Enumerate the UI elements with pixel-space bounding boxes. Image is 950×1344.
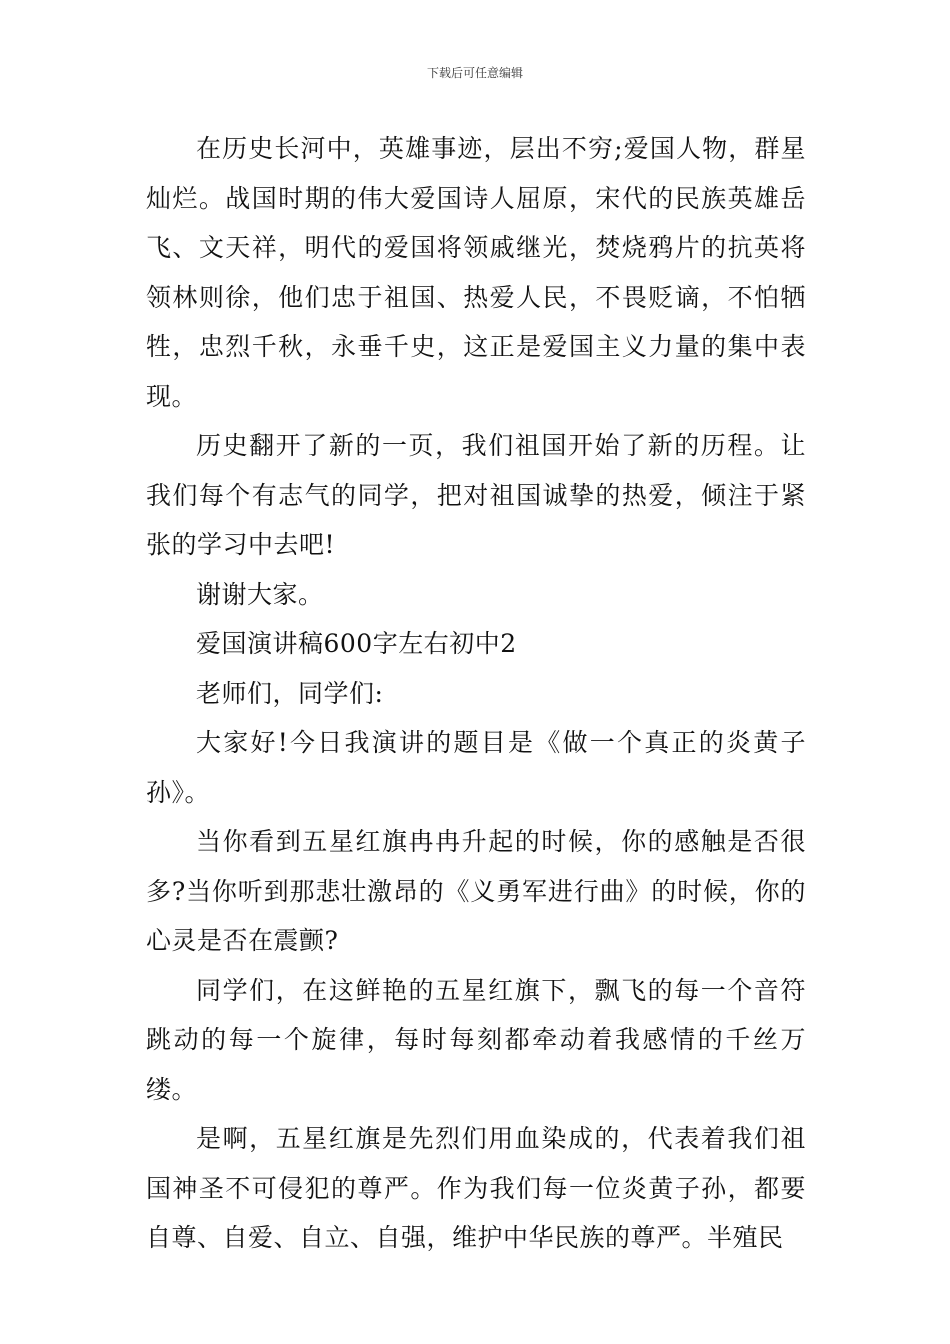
paragraph-classmates: 同学们，在这鲜艳的五星红旗下，飘飞的每一个音符跳动的每一个旋律，每时每刻都牵动着我感情的千丝万缕。 <box>146 975 806 1104</box>
paragraph-thanks: 谢谢大家。 <box>196 579 324 609</box>
section-title: 爱国演讲稿600字左右初中2 <box>196 629 517 658</box>
page-header: 下载后可任意编辑 <box>426 66 523 80</box>
paragraph-salutation: 老师们，同学们: <box>196 678 384 708</box>
paragraph-flag-rising: 当你看到五星红旗冉冉升起的时候，你的感触是否很多?当你听到那悲壮激昂的《义勇军进行曲》的时候，你的心灵是否在震颤? <box>146 827 806 955</box>
paragraph-flag-dignity: 是啊，五星红旗是先烈们用血染成的，代表着我们祖国神圣不可侵犯的尊严。作为我们每一位炎黄子孙，都要自尊、自爱、自立、自强，维护中华民族的尊严。半殖民 <box>146 1124 806 1252</box>
paragraph-new-chapter: 历史翻开了新的一页，我们祖国开始了新的历程。让我们每个有志气的同学，把对祖国诚挚的热爱，倾注于紧张的学习中去吧! <box>146 431 806 559</box>
paragraph-greeting: 大家好!今日我演讲的题目是《做一个真正的炎黄子孙》。 <box>146 728 806 807</box>
paragraph-history-heroes: 在历史长河中，英雄事迹，层出不穷;爱国人物，群星灿烂。战国时期的伟大爱国诗人屈原，宋代的民族英雄岳飞、文天祥，明代的爱国将领戚继光，焚烧鸦片的抗英将领林则徐，他们忠于祖国、热爱人民，不畏贬谪，不怕牺牲，忠烈千秋，永垂千史，这正是爱国主义力量的集中表现。 <box>146 134 806 411</box>
document-body <box>146 124 806 1263</box>
